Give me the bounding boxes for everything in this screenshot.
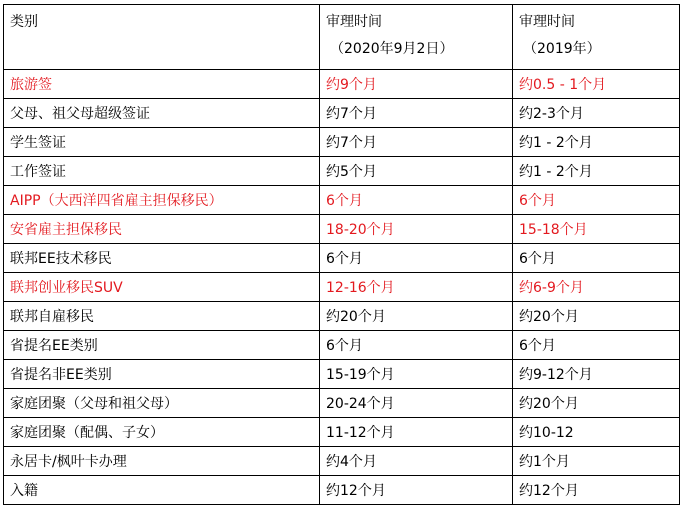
table-row bbox=[4, 331, 680, 360]
time-2019-cell: 约0.5 - 1个月 bbox=[513, 70, 680, 99]
time-2019-cell: 约1 - 2个月 bbox=[513, 157, 680, 186]
table-body bbox=[4, 5, 680, 505]
category-cell: 工作签证 bbox=[4, 157, 320, 186]
time-2019-cell: 15-18个月 bbox=[513, 215, 680, 244]
header-category bbox=[4, 5, 320, 70]
time-2020-cell: 11-12个月 bbox=[320, 418, 513, 447]
time-2020-cell: 约7个月 bbox=[320, 99, 513, 128]
table-row bbox=[4, 360, 680, 389]
table-row bbox=[4, 273, 680, 302]
table-row bbox=[4, 215, 680, 244]
time-2020-cell: 约4个月 bbox=[320, 447, 513, 476]
category-cell: 安省雇主担保移民 bbox=[4, 215, 320, 244]
header-time-2020 bbox=[320, 5, 513, 70]
header-time-2019-year: （2019年） bbox=[523, 41, 601, 57]
category-cell: 学生签证 bbox=[4, 128, 320, 157]
category-cell: 旅游签 bbox=[4, 70, 320, 99]
table-header-row bbox=[4, 5, 680, 70]
table-row bbox=[4, 244, 680, 273]
time-2020-cell: 6个月 bbox=[320, 244, 513, 273]
time-2019-cell: 约12个月 bbox=[513, 476, 680, 505]
time-2020-cell: 20-24个月 bbox=[320, 389, 513, 418]
table-row bbox=[4, 157, 680, 186]
table-row bbox=[4, 99, 680, 128]
header-category-label: 类别 bbox=[10, 14, 38, 30]
processing-time-table bbox=[3, 4, 680, 505]
time-2020-cell: 约7个月 bbox=[320, 128, 513, 157]
time-2020-cell: 约20个月 bbox=[320, 302, 513, 331]
time-2019-cell: 约20个月 bbox=[513, 389, 680, 418]
table-row bbox=[4, 476, 680, 505]
time-2020-cell: 12-16个月 bbox=[320, 273, 513, 302]
table-row bbox=[4, 70, 680, 99]
category-cell: 省提名非EE类别 bbox=[4, 360, 320, 389]
table-row bbox=[4, 418, 680, 447]
table-row bbox=[4, 302, 680, 331]
table-row bbox=[4, 389, 680, 418]
time-2020-cell: 18-20个月 bbox=[320, 215, 513, 244]
category-cell: 家庭团聚（父母和祖父母） bbox=[4, 389, 320, 418]
category-cell: 联邦创业移民SUV bbox=[4, 273, 320, 302]
category-cell: 联邦自雇移民 bbox=[4, 302, 320, 331]
category-cell: 省提名EE类别 bbox=[4, 331, 320, 360]
time-2019-cell: 约20个月 bbox=[513, 302, 680, 331]
header-time-2020-date: （2020年9月2日） bbox=[330, 41, 454, 57]
category-cell: 家庭团聚（配偶、子女） bbox=[4, 418, 320, 447]
time-2019-cell: 约9-12个月 bbox=[513, 360, 680, 389]
time-2019-cell: 6个月 bbox=[513, 186, 680, 215]
category-cell: 联邦EE技术移民 bbox=[4, 244, 320, 273]
time-2019-cell: 6个月 bbox=[513, 331, 680, 360]
header-time-2020-title: 审理时间 bbox=[326, 14, 382, 30]
time-2020-cell: 6个月 bbox=[320, 186, 513, 215]
header-time-2019 bbox=[513, 5, 680, 70]
time-2019-cell: 约6-9个月 bbox=[513, 273, 680, 302]
time-2020-cell: 约12个月 bbox=[320, 476, 513, 505]
category-cell: AIPP（大西洋四省雇主担保移民） bbox=[4, 186, 320, 215]
time-2020-cell: 约9个月 bbox=[320, 70, 513, 99]
time-2020-cell: 15-19个月 bbox=[320, 360, 513, 389]
time-2020-cell: 约5个月 bbox=[320, 157, 513, 186]
category-cell: 入籍 bbox=[4, 476, 320, 505]
time-2019-cell: 约1 - 2个月 bbox=[513, 128, 680, 157]
table-row bbox=[4, 447, 680, 476]
category-cell: 永居卡/枫叶卡办理 bbox=[4, 447, 320, 476]
time-2019-cell: 6个月 bbox=[513, 244, 680, 273]
time-2020-cell: 6个月 bbox=[320, 331, 513, 360]
time-2019-cell: 约10-12 bbox=[513, 418, 680, 447]
header-time-2019-title: 审理时间 bbox=[519, 14, 575, 30]
time-2019-cell: 约1个月 bbox=[513, 447, 680, 476]
table-row bbox=[4, 186, 680, 215]
table-row bbox=[4, 128, 680, 157]
time-2019-cell: 约2-3个月 bbox=[513, 99, 680, 128]
category-cell: 父母、祖父母超级签证 bbox=[4, 99, 320, 128]
